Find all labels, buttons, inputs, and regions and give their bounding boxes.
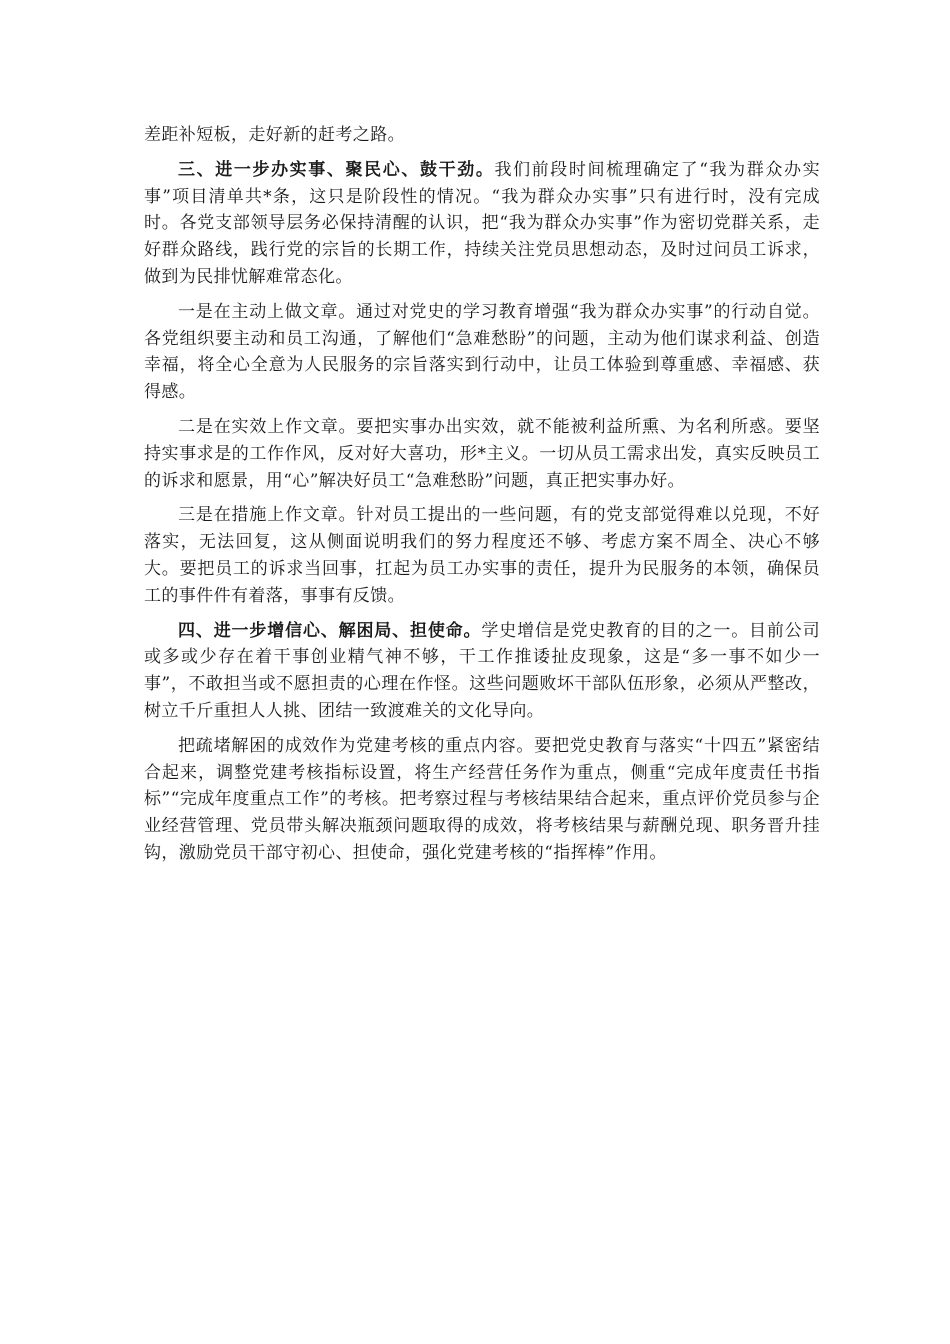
document-page: [144, 122, 820, 875]
section-heading-3: 三、进一步办实事、聚民心、鼓干劲。: [178, 159, 495, 180]
paragraph-2: [144, 157, 820, 291]
paragraph-4: [144, 414, 820, 494]
paragraph-5-text: 三是在措施上作文章。针对员工提出的一些问题，有的党支部觉得难以兑现，不好落实，无法回复，这从侧面说明我们的努力程度还不够、考虑方案不周全、决心不够大。要把员工的诉求当回事，扛起为员工办实事的责任，提升为民服务的本领，确保员工的事件件有着落，事事有反馈。: [144, 505, 820, 606]
paragraph-5: [144, 502, 820, 609]
paragraph-3: [144, 299, 820, 406]
paragraph-6-text: 学史增信是党史教育的目的之一。目前公司或多或少存在着干事创业精气神不够，干工作推诿扯皮现象，这是“多一事不如少一事”，不敢担当或不愿担责的心理在作怪。这些问题败坏干部队伍形象，必须从严整改，树立千斤重担人人挑、团结一致渡难关的文化导向。: [144, 620, 820, 721]
paragraph-4-text: 二是在实效上作文章。要把实事办出实效，就不能被利益所熏、为名利所惑。要坚持实事求是的工作作风，反对好大喜功，形*主义。一切从员工需求出发，真实反映员工的诉求和愿景，用“心”解决好员工“急难愁盼”问题，真正把实事办好。: [144, 416, 820, 491]
paragraph-2-text: 我们前段时间梳理确定了“我为群众办实事”项目清单共*条，这只是阶段性的情况。“我为群众办实事”只有进行时，没有完成时。各党支部领导层务必保持清醒的认识，把“我为群众办实事”作为密切党群关系，走好群众路线，践行党的宗旨的长期工作，持续关注党员思想动态，及时过问员工诉求，做到为民排忧解难常态化。: [144, 159, 820, 287]
paragraph-1: [144, 122, 820, 149]
paragraph-3-text: 一是在主动上做文章。通过对党史的学习教育增强“我为群众办实事”的行动自觉。各党组织要主动和员工沟通，了解他们“急难愁盼”的问题，主动为他们谋求利益、创造幸福，将全心全意为人民服务的宗旨落实到行动中，让员工体验到尊重感、幸福感、获得感。: [144, 301, 820, 403]
paragraph-7-text: 把疏堵解困的成效作为党建考核的重点内容。要把党史教育与落实“十四五”紧密结合起来，调整党建考核指标设置，将生产经营任务作为重点，侧重“完成年度责任书指标”“完成年度重点工作”的考核。把考察过程与考核结果结合起来，重点评价党员参与企业经营管理、党员带头解决瓶颈问题取得的成效，将考核结果与薪酬兑现、职务晋升挂钩，激励党员干部守初心、担使命，强化党建考核的“指挥棒”作用。: [144, 735, 820, 863]
paragraph-7: [144, 733, 820, 867]
paragraph-1-text: 差距补短板，走好新的赶考之路。: [144, 125, 405, 145]
paragraph-6: [144, 618, 820, 725]
section-heading-4: 四、进一步增信心、解困局、担使命。: [178, 620, 482, 641]
